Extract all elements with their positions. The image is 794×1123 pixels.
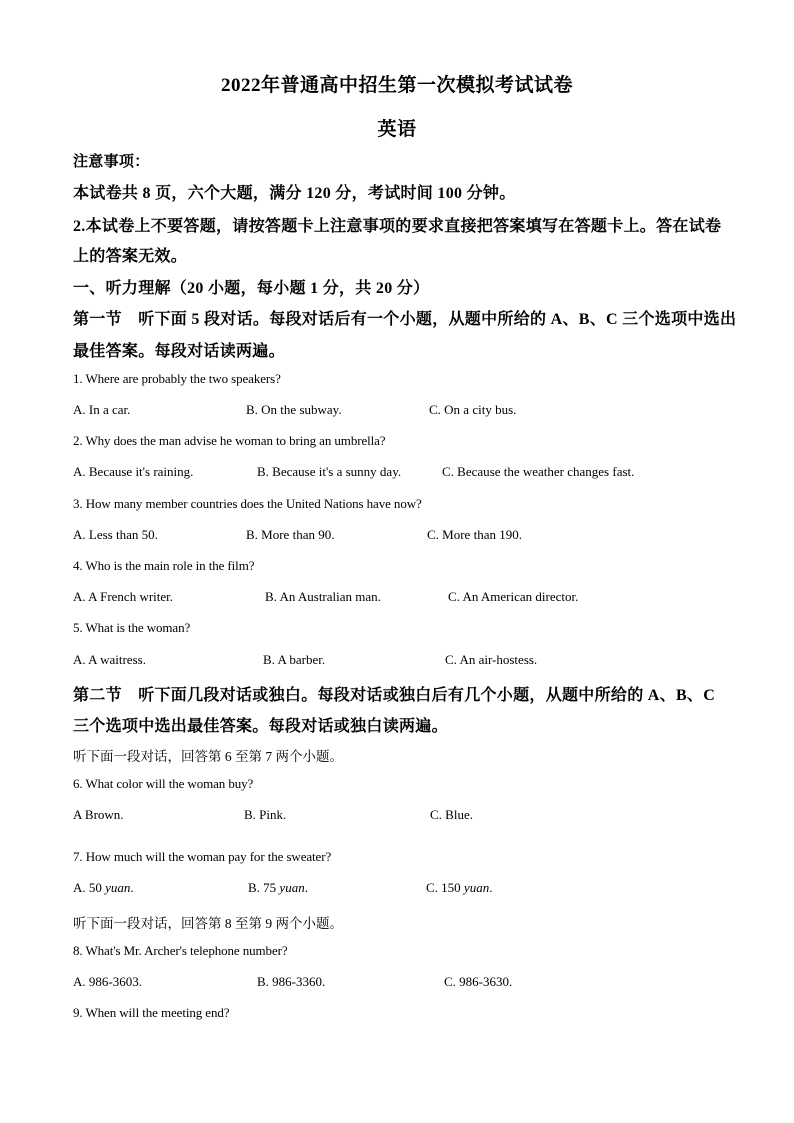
- listening-instruction-6-7: 听下面一段对话，回答第 6 至第 7 两个小题。: [73, 749, 343, 764]
- question-stem: 8. What's Mr. Archer's telephone number?: [73, 943, 288, 958]
- option-a: A. 986-3603.: [73, 974, 142, 989]
- question-stem: 1. Where are probably the two speakers?: [73, 371, 281, 386]
- option-b: B. On the subway.: [246, 402, 342, 417]
- question-stem: 6. What color will the woman buy?: [73, 776, 254, 791]
- option-b: B. 75 yuan.: [248, 880, 308, 895]
- question-stem: 2. Why does the man advise he woman to bring an umbrella?: [73, 433, 386, 448]
- option-a: A. In a car.: [73, 402, 131, 417]
- section2-instruction-line-1: 第二节 听下面几段对话或独白。每段对话或独白后有几个小题，从题中所给的 A、B、C: [73, 687, 716, 704]
- option-c: C. More than 190.: [427, 527, 522, 542]
- option-a: A. Because it's raining.: [73, 464, 194, 479]
- notice-item-2-line-2: 上的答案无效。: [73, 248, 188, 265]
- option-a: A Brown.: [73, 807, 124, 822]
- option-c: C. Because the weather changes fast.: [442, 464, 635, 479]
- section1-instruction-line-2: 最佳答案。每段对话读两遍。: [73, 343, 285, 360]
- notice-heading: 注意事项：: [73, 154, 150, 170]
- option-c: C. An American director.: [448, 589, 579, 604]
- option-c: C. 986-3630.: [444, 974, 513, 989]
- question-stem: 5. What is the woman?: [73, 620, 191, 635]
- option-c: C. 150 yuan.: [426, 880, 493, 895]
- option-a: A. A French writer.: [73, 589, 174, 604]
- part1-heading: 一、听力理解（20 小题，每小题 1 分，共 20 分）: [73, 280, 430, 297]
- option-b: B. An Australian man.: [265, 589, 381, 604]
- listening-instruction-8-9: 听下面一段对话，回答第 8 至第 9 两个小题。: [73, 916, 343, 931]
- option-a: A. 50 yuan.: [73, 880, 134, 895]
- question-stem: 9. When will the meeting end?: [73, 1005, 230, 1020]
- option-a: A. Less than 50.: [73, 527, 158, 542]
- option-b: B. A barber.: [263, 652, 326, 667]
- option-a: A. A waitress.: [73, 652, 146, 667]
- section1-instruction-line-1: 第一节 听下面 5 段对话。每段对话后有一个小题，从题中所给的 A、B、C 三个选项中选出: [73, 311, 737, 328]
- option-b: B. Pink.: [244, 807, 287, 822]
- option-c: C. An air-hostess.: [445, 652, 538, 667]
- question-stem: 4. Who is the main role in the film?: [73, 558, 255, 573]
- option-b: B. 986-3360.: [257, 974, 326, 989]
- question-stem: 3. How many member countries does the United Nations have now?: [73, 496, 422, 511]
- question-stem: 7. How much will the woman pay for the sweater?: [73, 849, 332, 864]
- option-b: B. More than 90.: [246, 527, 335, 542]
- option-c: C. Blue.: [430, 807, 473, 822]
- notice-item-1: 本试卷共 8 页，六个大题，满分 120 分，考试时间 100 分钟。: [73, 185, 516, 202]
- subject-title: 英语: [377, 119, 417, 140]
- exam-title: 2022年普通高中招生第一次模拟考试试卷: [220, 75, 573, 96]
- section2-instruction-line-2: 三个选项中选出最佳答案。每段对话或独白读两遍。: [73, 718, 448, 735]
- option-b: B. Because it's a sunny day.: [257, 464, 402, 479]
- option-c: C. On a city bus.: [429, 402, 517, 417]
- notice-item-2-line-1: 2.本试卷上不要答题，请按答题卡上注意事项的要求直接把答案填写在答题卡上。答在试卷: [73, 218, 722, 235]
